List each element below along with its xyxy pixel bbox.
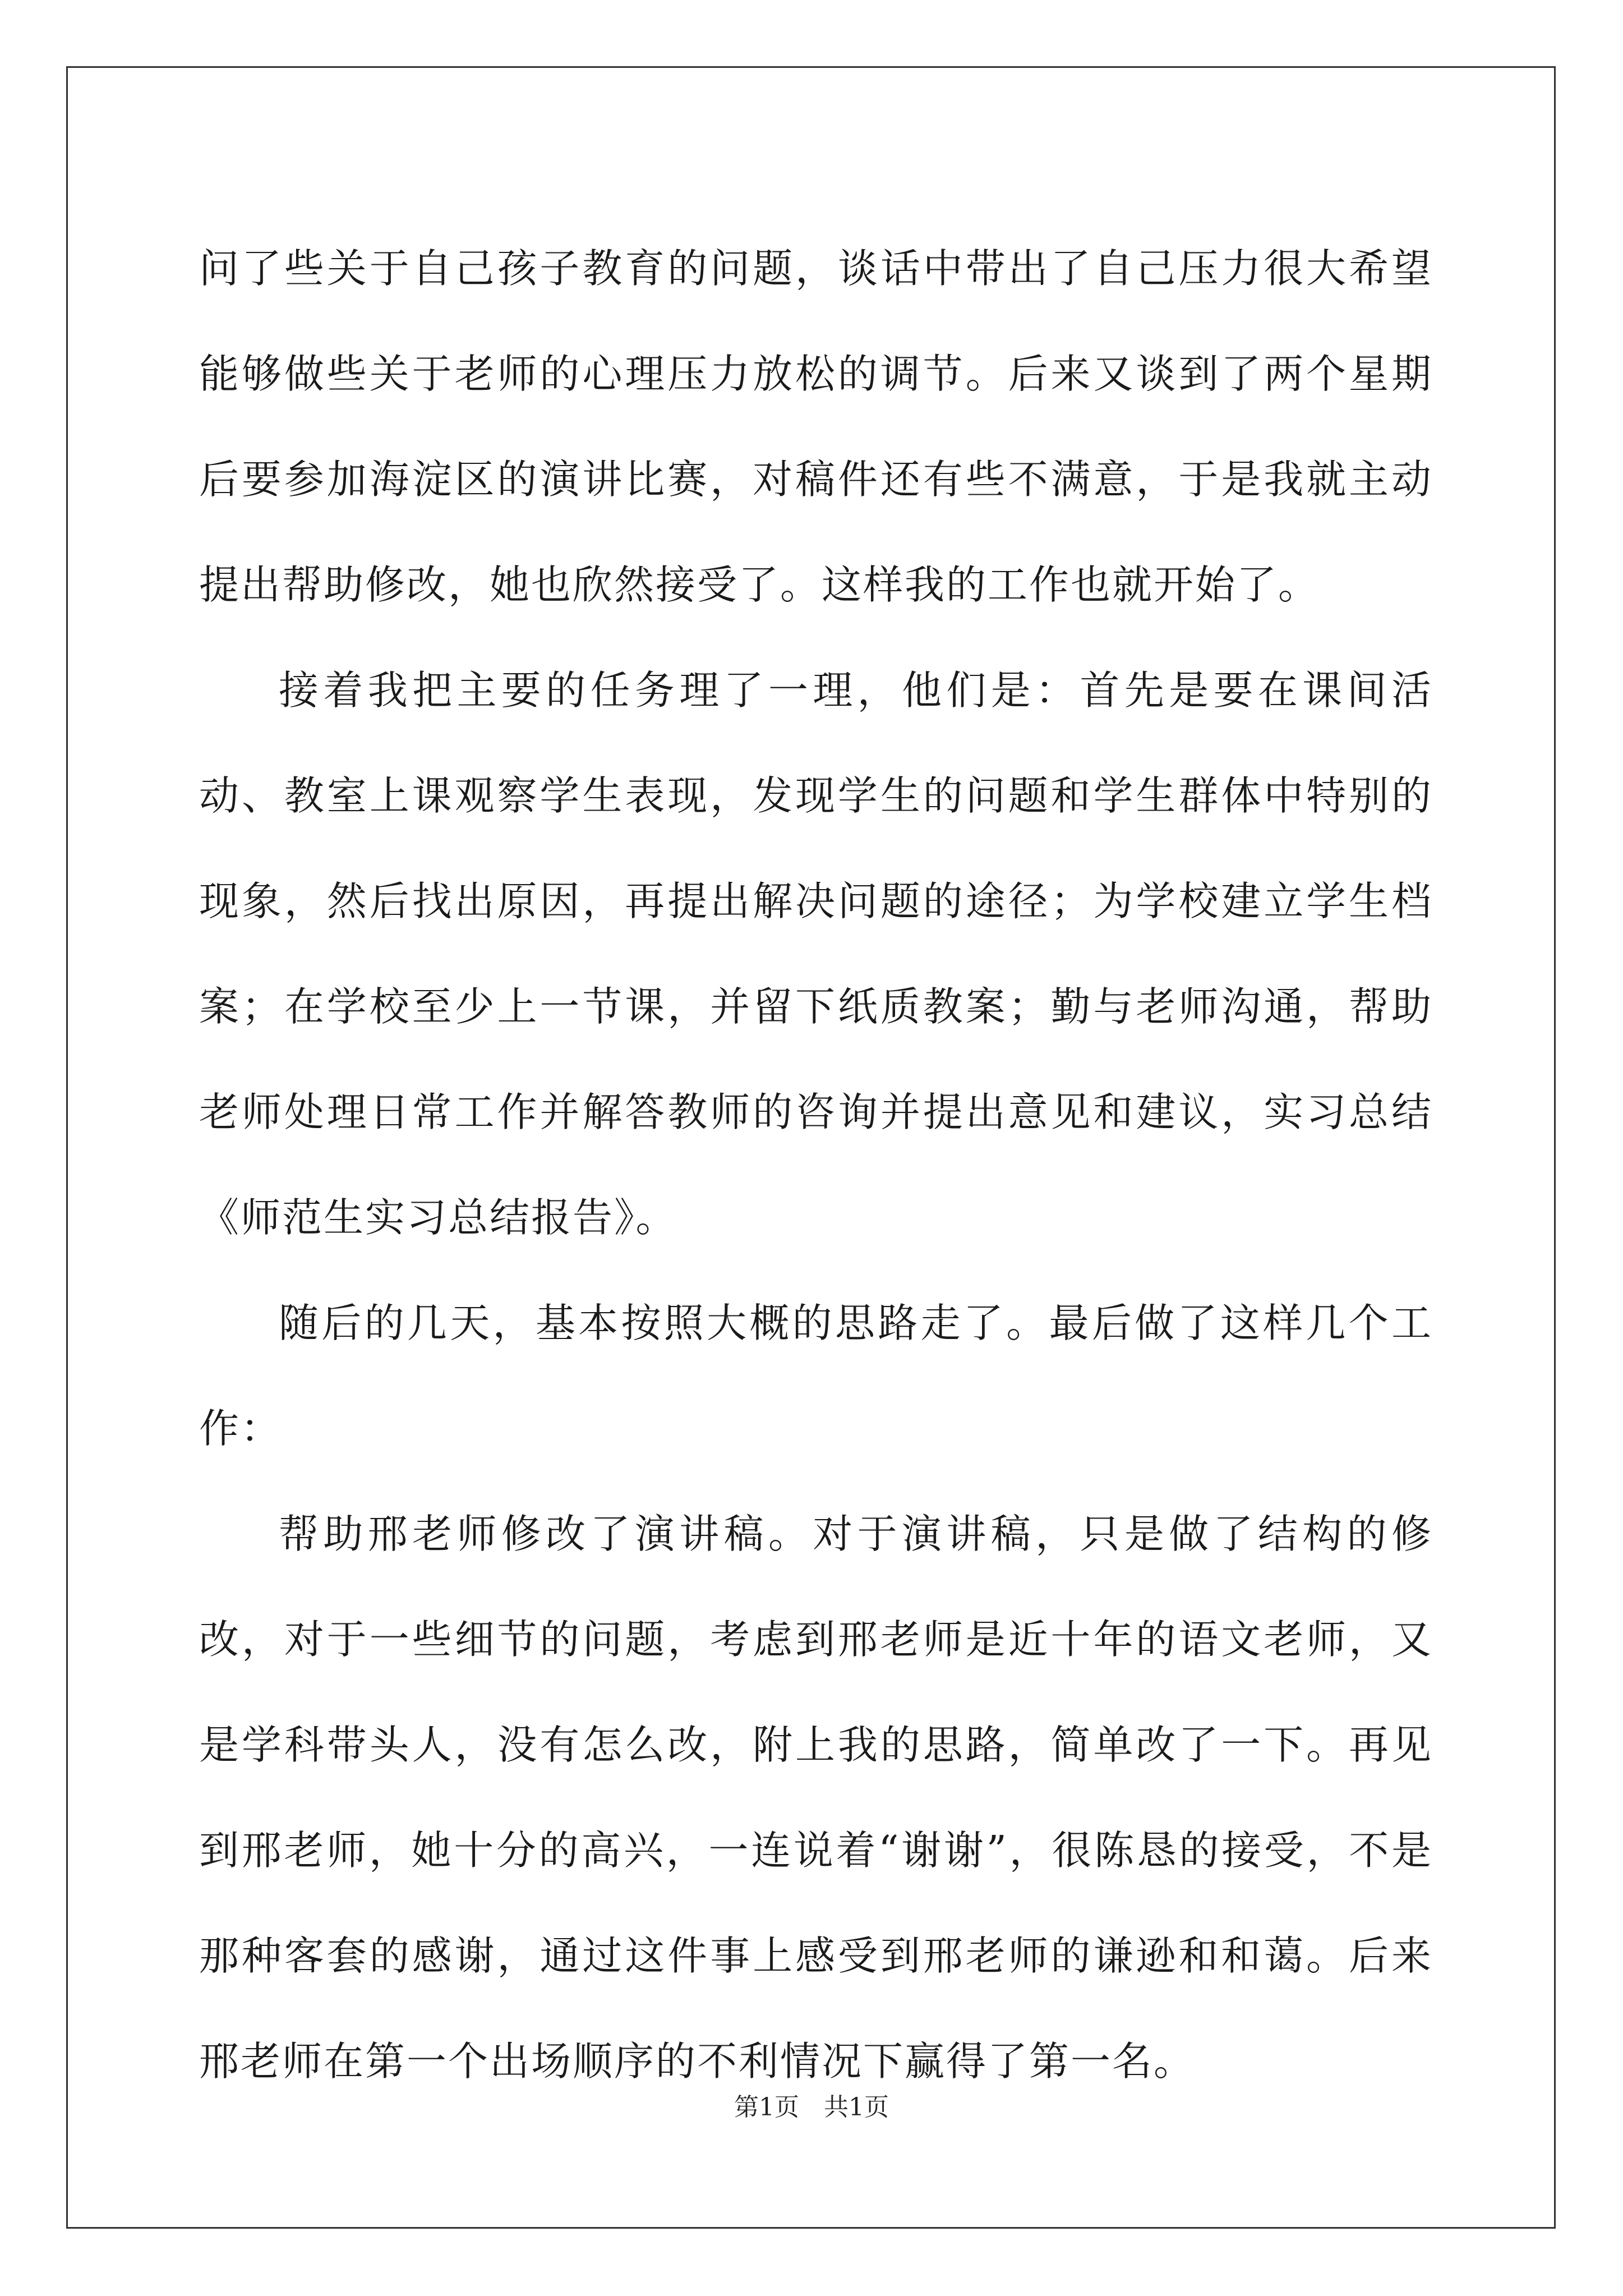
page-number-footer: 第1页 共1页 bbox=[734, 2093, 889, 2122]
paragraph: 问了些关于自己孩子教育的问题，谈话中带出了自己压力很大希望能够做些关于老师的心理压力放松的调节。后来又谈到了两个星期后要参加海淀区的演讲比赛，对稿件还有些不满意，于是我就主动提出帮助修改，她也欣然接受了。这样我的工作也就开始了。 bbox=[199, 245, 1433, 608]
paragraph: 随后的几天，基本按照大概的思路走了。最后做了这样几个工作： bbox=[199, 1300, 1433, 1452]
paragraph: 帮助邢老师修改了演讲稿。对于演讲稿，只是做了结构的修改，对于一些细节的问题，考虑到邢老师是近十年的语文老师，又是学科带头人，没有怎么改，附上我的思路，简单改了一下。再见到邢老师，她十分的高兴，一连说着“谢谢”，很陈恳的接受，不是那种客套的感谢，通过这件事上感受到邢老师的谦逊和和蔼。后来邢老师在第一个出场顺序的不利情况下赢得了第一名。 bbox=[199, 1511, 1433, 2085]
paragraph: 接着我把主要的任务理了一理，他们是：首先是要在课间活动、教室上课观察学生表现，发现学生的问题和学生群体中特别的现象，然后找出原因，再提出解决问题的途径；为学校建立学生档案；在学校至少上一节课，并留下纸质教案；勤与老师沟通，帮助老师处理日常工作并解答教师的咨询并提出意见和建议，实习总结《师范生实习总结报告》。 bbox=[199, 667, 1433, 1241]
document-body bbox=[199, 216, 1433, 2114]
